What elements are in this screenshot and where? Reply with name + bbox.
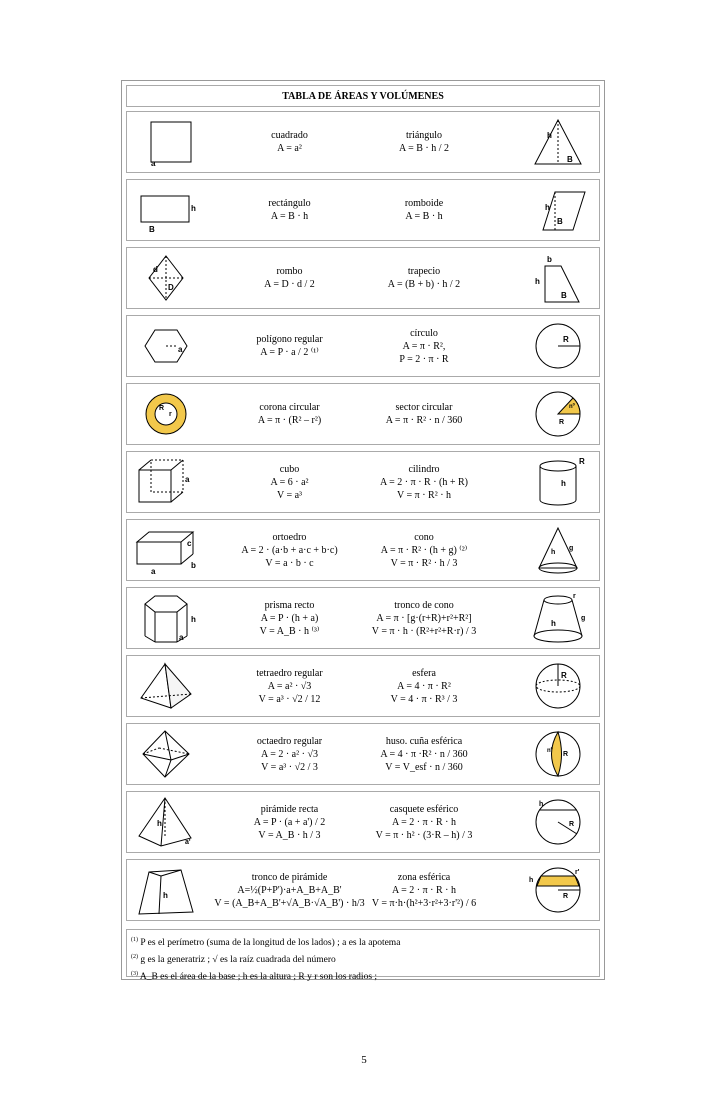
formula-line: V = a³ xyxy=(276,489,303,501)
formula-block xyxy=(359,860,489,920)
formula-line: A=½(P+P')·a+A_B+A_B' xyxy=(237,884,342,896)
figure-9-left xyxy=(131,728,201,780)
figure-11-right xyxy=(523,864,593,916)
table-title: TABLA DE ÁREAS Y VOLÚMENES xyxy=(126,85,600,107)
table-row xyxy=(126,315,600,377)
formula-block xyxy=(359,724,489,784)
shape-name: cubo xyxy=(279,463,300,475)
formula-block xyxy=(359,316,489,376)
formula-block xyxy=(359,656,489,716)
formula-line: V = π · R² · h / 3 xyxy=(390,557,458,569)
figure-10-left xyxy=(131,796,201,848)
table-row xyxy=(126,655,600,717)
formula-line: V = a³ · √2 / 12 xyxy=(258,693,321,705)
formula-block xyxy=(227,520,352,580)
svg-text:a: a xyxy=(178,345,183,354)
shape-name: triángulo xyxy=(405,130,443,141)
formula-block xyxy=(359,248,489,308)
table-row xyxy=(126,859,600,921)
formula-line: V = π·h·(h²+3·r²+3·r'²) / 6 xyxy=(371,897,477,909)
svg-text:R: R xyxy=(559,419,565,426)
svg-text:h: h xyxy=(539,801,544,808)
shape-name: tetraedro regular xyxy=(256,667,323,679)
table-row xyxy=(126,723,600,785)
svg-text:h: h xyxy=(157,819,162,828)
formula-block xyxy=(359,588,489,648)
formula-line: A = B · h xyxy=(405,211,443,222)
formula-line: V = 4 · π · R³ / 3 xyxy=(390,693,458,705)
shape-name: romboide xyxy=(404,198,444,209)
formula-line: A = π · R² · n / 360 xyxy=(385,415,463,426)
svg-text:b: b xyxy=(191,561,196,570)
formula-line: A = 2 · a² · √3 xyxy=(261,748,318,760)
formula-line: A = P · a / 2 ⁽¹⁾ xyxy=(260,347,319,358)
footnote-3: $^{(3)}$ A_B es el área de la base ; h es la altura ; R y r son los radios ; xyxy=(131,971,378,983)
formula-line: A = 2 · π · R · h xyxy=(391,816,457,828)
formula-line: V = a · b · c xyxy=(265,557,314,569)
formula-line: A = P · (h + a) xyxy=(260,612,319,624)
formula-line: A = 6 · a² xyxy=(270,476,309,488)
svg-text:nº: nº xyxy=(547,748,553,754)
table-row xyxy=(126,383,600,445)
formula-line: A = π · (R² – r²) xyxy=(257,415,322,426)
shape-name: trapecio xyxy=(407,266,441,277)
shape-name: zona esférica xyxy=(397,871,451,883)
svg-text:a: a xyxy=(151,567,156,576)
figure-7-left xyxy=(131,592,201,644)
svg-text:h: h xyxy=(163,891,168,900)
formula-line: A = P · (a + a') / 2 xyxy=(253,816,326,828)
svg-text:g: g xyxy=(581,615,586,622)
svg-text:h: h xyxy=(551,549,556,556)
formula-block xyxy=(227,656,352,716)
svg-text:h: h xyxy=(191,204,196,213)
formula-block xyxy=(227,452,352,512)
svg-text:a: a xyxy=(179,633,184,642)
figure-3-left xyxy=(131,320,201,372)
table-row xyxy=(126,179,600,241)
formula-line: P = 2 · π · R xyxy=(399,353,449,365)
formula-block xyxy=(227,112,352,172)
figure-4-right xyxy=(523,388,593,440)
shape-name: polígono regular xyxy=(256,334,323,345)
shape-name: rombo xyxy=(276,266,303,277)
svg-text:R: R xyxy=(561,671,567,680)
svg-text:c: c xyxy=(187,539,192,548)
figure-4-left xyxy=(131,388,201,440)
figure-2-left xyxy=(131,252,201,304)
figure-5-left xyxy=(131,456,201,508)
svg-text:D: D xyxy=(168,283,174,292)
svg-text:R: R xyxy=(563,335,569,344)
figure-5-right xyxy=(523,456,593,508)
formula-line: V = A_B · h / 3 xyxy=(258,829,321,841)
svg-text:R: R xyxy=(159,405,165,412)
footnotes xyxy=(126,929,600,983)
formula-block xyxy=(227,180,352,240)
svg-text:R: R xyxy=(563,893,569,900)
figure-8-right xyxy=(523,660,593,712)
footnote-1: $^{(1)}$ P es el perímetro (suma de la longitud de los lados) ; a es la apotema xyxy=(131,937,401,949)
figure-3-right xyxy=(523,320,593,372)
table-row xyxy=(126,247,600,309)
formula-block xyxy=(227,248,352,308)
formula-line: V = (A_B+A_B'+√A_B·√A_B') · h/3 xyxy=(214,897,365,909)
svg-text:R: R xyxy=(569,821,575,828)
formula-line: V = a³ · √2 / 3 xyxy=(261,761,318,773)
formula-line: A = B · h xyxy=(270,211,309,222)
figure-1-left xyxy=(131,184,201,236)
shape-name: rectángulo xyxy=(268,198,311,209)
table-row xyxy=(126,587,600,649)
shape-name: sector circular xyxy=(395,402,453,413)
formula-block xyxy=(227,792,352,852)
shape-name: cilindro xyxy=(408,463,440,475)
figure-11-left xyxy=(131,864,201,916)
shape-name: círculo xyxy=(410,327,438,339)
shape-name: tronco de cono xyxy=(394,599,454,611)
figure-7-right xyxy=(523,592,593,644)
svg-text:B: B xyxy=(561,291,567,300)
table-row xyxy=(126,519,600,581)
formula-block xyxy=(227,588,352,648)
formula-line: A = a² · √3 xyxy=(267,680,312,692)
formula-block xyxy=(359,520,489,580)
figure-0-left xyxy=(131,116,201,168)
formula-line: A = π · [g·(r+R)+r²+R²] xyxy=(376,612,472,624)
svg-text:r: r xyxy=(169,411,172,418)
formula-line: V = π · h² · (3·R – h) / 3 xyxy=(375,829,473,841)
shape-name: prisma recto xyxy=(264,599,315,611)
table-row xyxy=(126,111,600,173)
shape-name: cono xyxy=(414,531,434,543)
formula-line: A = (B + b) · h / 2 xyxy=(387,279,461,290)
table-row xyxy=(126,791,600,853)
formula-line: A = π · R², xyxy=(402,340,446,352)
figure-9-right xyxy=(523,728,593,780)
formula-line: A = D · d / 2 xyxy=(264,279,315,290)
formula-block xyxy=(227,316,352,376)
formula-line: A = B · h / 2 xyxy=(398,143,450,154)
svg-text:h: h xyxy=(551,619,556,628)
svg-text:h: h xyxy=(529,877,534,884)
formula-line: A = 2 · π · R · (h + R) xyxy=(380,476,468,488)
svg-text:h: h xyxy=(545,203,550,212)
formula-block xyxy=(214,860,365,920)
svg-text:d: d xyxy=(153,265,158,274)
figure-6-left xyxy=(131,524,201,576)
svg-text:h: h xyxy=(535,277,540,286)
svg-text:B: B xyxy=(149,225,155,234)
svg-text:h: h xyxy=(561,479,566,488)
shape-name: pirámide recta xyxy=(260,803,319,815)
formula-block xyxy=(359,180,489,240)
table-row xyxy=(126,451,600,513)
figure-0-right xyxy=(523,116,593,168)
svg-text:B: B xyxy=(557,217,563,226)
shape-name: cuadrado xyxy=(271,130,308,141)
formula-line: V = π · h · (R²+r²+R·r) / 3 xyxy=(371,625,477,637)
svg-text:r: r xyxy=(573,593,576,600)
shape-name: ortoedro xyxy=(272,531,307,543)
svg-text:h: h xyxy=(547,131,552,140)
formula-line: V = A_B · h ⁽³⁾ xyxy=(259,625,320,637)
svg-text:R: R xyxy=(563,751,569,758)
shape-name: tronco de pirámide xyxy=(251,871,328,883)
formula-line: V = V_esf · n / 360 xyxy=(385,761,463,773)
formula-line: A = π · R² · (h + g) ⁽²⁾ xyxy=(380,544,468,556)
formula-block xyxy=(227,724,352,784)
figure-6-right xyxy=(523,524,593,576)
areas-volumes-table xyxy=(121,80,605,983)
page-number: 5 xyxy=(361,1054,367,1066)
figure-8-left xyxy=(131,660,201,712)
svg-text:nº: nº xyxy=(569,404,575,410)
svg-text:B: B xyxy=(567,155,573,164)
formula-block xyxy=(359,792,489,852)
figure-2-right xyxy=(523,252,593,304)
formula-line: A = 4 · π · R² xyxy=(397,680,451,692)
formula-line: A = 2 · π · R · h xyxy=(391,884,457,896)
formula-block xyxy=(359,384,489,444)
formula-line: A = a² xyxy=(277,143,302,154)
svg-text:a: a xyxy=(151,159,156,168)
svg-text:h: h xyxy=(191,615,196,624)
shape-name: corona circular xyxy=(259,402,320,413)
svg-text:g: g xyxy=(569,545,574,552)
svg-text:R: R xyxy=(579,457,585,466)
shape-name: huso. cuña esférica xyxy=(385,735,463,747)
shape-name: esfera xyxy=(412,667,436,679)
shape-name: casquete esférico xyxy=(389,803,459,815)
formula-block xyxy=(359,112,489,172)
svg-text:a': a' xyxy=(185,839,191,846)
formula-block xyxy=(227,384,352,444)
formula-block xyxy=(359,452,489,512)
footnote-2: $^{(2)}$ g es la generatriz ; √ es la raíz cuadrada del número xyxy=(131,954,336,966)
svg-text:r': r' xyxy=(575,869,580,876)
figure-1-right xyxy=(523,184,593,236)
shape-name: octaedro regular xyxy=(256,735,323,747)
svg-text:a: a xyxy=(185,475,190,484)
formula-line: V = π · R² · h xyxy=(396,489,452,501)
figure-10-right xyxy=(523,796,593,848)
formula-line: A = 4 · π ·R² · n / 360 xyxy=(380,748,468,760)
svg-text:b: b xyxy=(547,255,552,264)
formula-line: A = 2 · (a·b + a·c + b·c) xyxy=(241,544,338,556)
